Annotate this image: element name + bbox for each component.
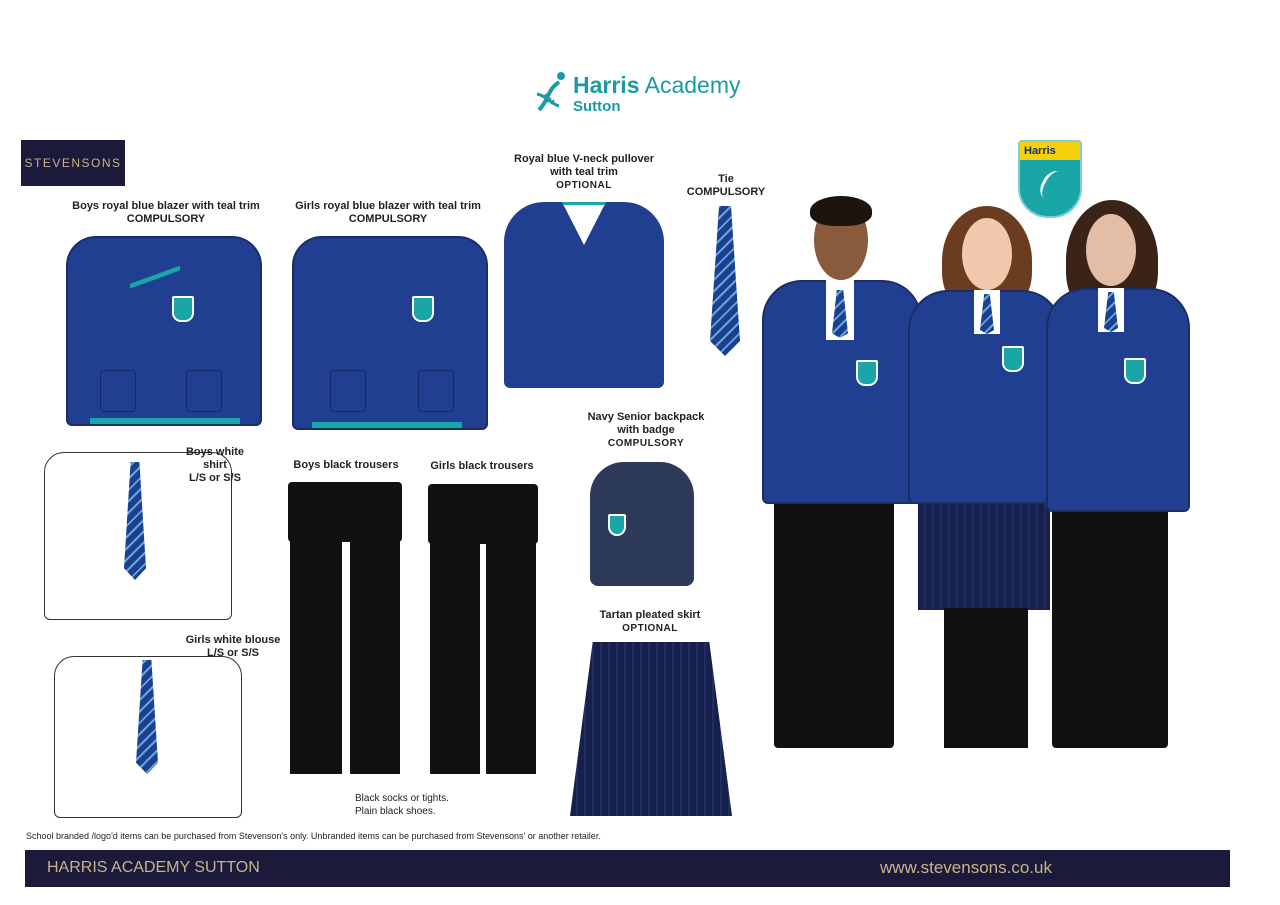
harris-logo xyxy=(533,68,753,118)
tie-image xyxy=(710,206,740,356)
boys-shirt-label: Boys white shirt L/S or S/S xyxy=(185,446,245,484)
stevensons-logo xyxy=(21,140,125,186)
logo-academy: Academy xyxy=(644,72,741,98)
dna-icon xyxy=(1036,167,1067,202)
boys-blazer-label: Boys royal blue blazer with teal trim COMPULSORY xyxy=(72,200,260,225)
footer-band xyxy=(25,850,1230,887)
tie-label: Tie COMPULSORY xyxy=(686,173,766,198)
logo-sutton: Sutton xyxy=(573,98,621,115)
girls-blazer-label: Girls royal blue blazer with teal trim COMPULSORY xyxy=(295,200,481,225)
purchase-note: School branded /logo'd items can be purchased from Stevenson's only. Unbranded items can be purchased from Stevensons' or another retailer. xyxy=(26,831,601,841)
girls-trousers-label: Girls black trousers xyxy=(430,460,534,472)
girls-blouse-label: Girls white blouse L/S or S/S xyxy=(185,634,281,659)
dna-figure-icon xyxy=(533,70,569,114)
footwear-note: Black socks or tights. Plain black shoes. xyxy=(355,793,449,817)
logo-harris: Harris xyxy=(573,72,640,98)
footer-school-name: HARRIS ACADEMY SUTTON xyxy=(47,859,260,876)
skirt-image xyxy=(570,642,732,816)
pullover-label: Royal blue V-neck pullover with teal trim OPTIONAL xyxy=(514,153,654,191)
backpack-label: Navy Senior backpack with badge COMPULSORY xyxy=(587,411,705,449)
crest-text: Harris xyxy=(1020,142,1080,160)
boys-trousers-label: Boys black trousers xyxy=(293,459,399,471)
footer-website-link[interactable]: www.stevensons.co.uk xyxy=(880,858,1052,877)
harris-crest xyxy=(1018,140,1082,218)
skirt-label: Tartan pleated skirt OPTIONAL xyxy=(599,609,701,634)
stevensons-logo-text: STEVENSONS xyxy=(24,156,122,170)
